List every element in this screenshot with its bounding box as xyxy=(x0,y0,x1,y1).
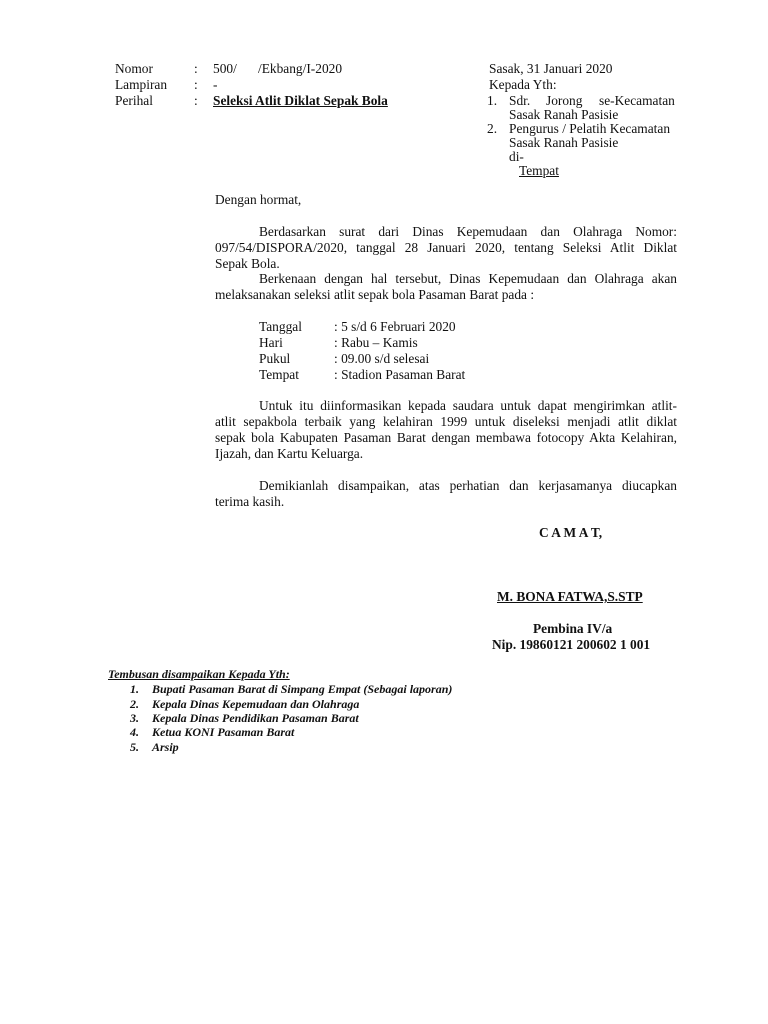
schedule-label-tanggal: Tanggal xyxy=(259,319,302,334)
perihal-label: Perihal xyxy=(115,93,153,108)
lampiran-label: Lampiran xyxy=(115,77,168,92)
schedule-value-tempat: : Stadion Pasaman Barat xyxy=(334,367,466,382)
nomor-label: Nomor xyxy=(115,61,153,76)
tembusan-item-1: Bupati Pasaman Barat di Simpang Empat (Sebagai laporan) xyxy=(152,682,453,696)
nomor-value: 500/ xyxy=(213,61,237,76)
tempat-label: Tempat xyxy=(519,163,559,178)
schedule-value-tanggal: : 5 s/d 6 Februari 2020 xyxy=(334,319,456,334)
di-label: di- xyxy=(509,149,524,164)
nomor-colon: : xyxy=(194,61,198,76)
para3-line4: Ijazah, dan Kartu Keluarga. xyxy=(215,446,364,461)
tembusan-item-2-number: 2. xyxy=(130,697,139,711)
para3-line2: atlit sepakbola terbaik yang kelahiran 1999 untuk diseleksi menjadi atlit diklat xyxy=(215,414,677,429)
para2-line1: Berkenaan dengan hal tersebut, Dinas Kepemudaan dan Olahraga akan xyxy=(259,271,677,286)
tembusan-item-3-number: 3. xyxy=(130,711,139,725)
kepada-label: Kepada Yth: xyxy=(489,77,557,92)
para2-line2: melaksanakan seleksi atlit sepak bola Pasaman Barat pada : xyxy=(215,287,535,302)
tembusan-item-4-number: 4. xyxy=(130,725,139,739)
schedule-label-pukul: Pukul xyxy=(259,351,291,366)
tembusan-item-4: Ketua KONI Pasaman Barat xyxy=(152,725,295,739)
tembusan-item-1-number: 1. xyxy=(130,682,139,696)
para4-line1: Demikianlah disampaikan, atas perhatian dan kerjasamanya diucapkan xyxy=(259,478,677,493)
tembusan-item-5-number: 5. xyxy=(130,740,139,754)
perihal-colon: : xyxy=(194,93,198,108)
recipient-2-line2: Sasak Ranah Pasisie xyxy=(509,135,619,150)
recipient-2-line1: Pengurus / Pelatih Kecamatan xyxy=(509,121,671,136)
signatory-nip: Nip. 19860121 200602 1 001 xyxy=(492,637,651,652)
para1-line3: Sepak Bola. xyxy=(215,256,280,271)
para1-line2: 097/54/DISPORA/2020, tanggal 28 Januari 2020, tentang Seleksi Atlit Diklat xyxy=(215,240,677,255)
recipient-2-number: 2. xyxy=(487,121,498,136)
place-date: Sasak, 31 Januari 2020 xyxy=(489,61,613,76)
schedule-label-tempat: Tempat xyxy=(259,367,299,382)
para1-line1: Berdasarkan surat dari Dinas Kepemudaan dan Olahraga Nomor: xyxy=(259,224,677,239)
para3-line3: sepak bola Kabupaten Pasaman Barat dengan membawa fotocopy Akta Kelahiran, xyxy=(215,430,677,445)
salutation: Dengan hormat, xyxy=(215,192,302,207)
recipient-1-word-c: se-Kecamatan xyxy=(599,93,675,108)
schedule-value-pukul: : 09.00 s/d selesai xyxy=(334,351,430,366)
para4-line2: terima kasih. xyxy=(215,494,285,509)
nomor-value-suffix: /Ekbang/I-2020 xyxy=(258,61,343,76)
para3-line1: Untuk itu diinformasikan kepada saudara untuk dapat mengirimkan atlit- xyxy=(259,398,677,413)
recipient-1-number: 1. xyxy=(487,93,498,108)
recipient-1-line2: Sasak Ranah Pasisie xyxy=(509,107,619,122)
lampiran-colon: : xyxy=(194,77,198,92)
perihal-value: Seleksi Atlit Diklat Sepak Bola xyxy=(213,93,388,108)
lampiran-value: - xyxy=(213,77,218,92)
schedule-value-hari: : Rabu – Kamis xyxy=(334,335,418,350)
signatory-name: M. BONA FATWA,S.STP xyxy=(497,589,643,604)
recipient-1-word-b: Jorong xyxy=(546,93,583,108)
signatory-rank: Pembina IV/a xyxy=(533,621,613,636)
recipient-1-word-a: Sdr. xyxy=(509,93,531,108)
signature-title: C A M A T, xyxy=(539,525,603,540)
tembusan-item-5: Arsip xyxy=(152,740,179,754)
tembusan-item-2: Kepala Dinas Kepemudaan dan Olahraga xyxy=(152,697,360,711)
tembusan-item-3: Kepala Dinas Pendidikan Pasaman Barat xyxy=(152,711,359,725)
schedule-label-hari: Hari xyxy=(259,335,283,350)
tembusan-heading: Tembusan disampaikan Kepada Yth: xyxy=(108,667,290,681)
